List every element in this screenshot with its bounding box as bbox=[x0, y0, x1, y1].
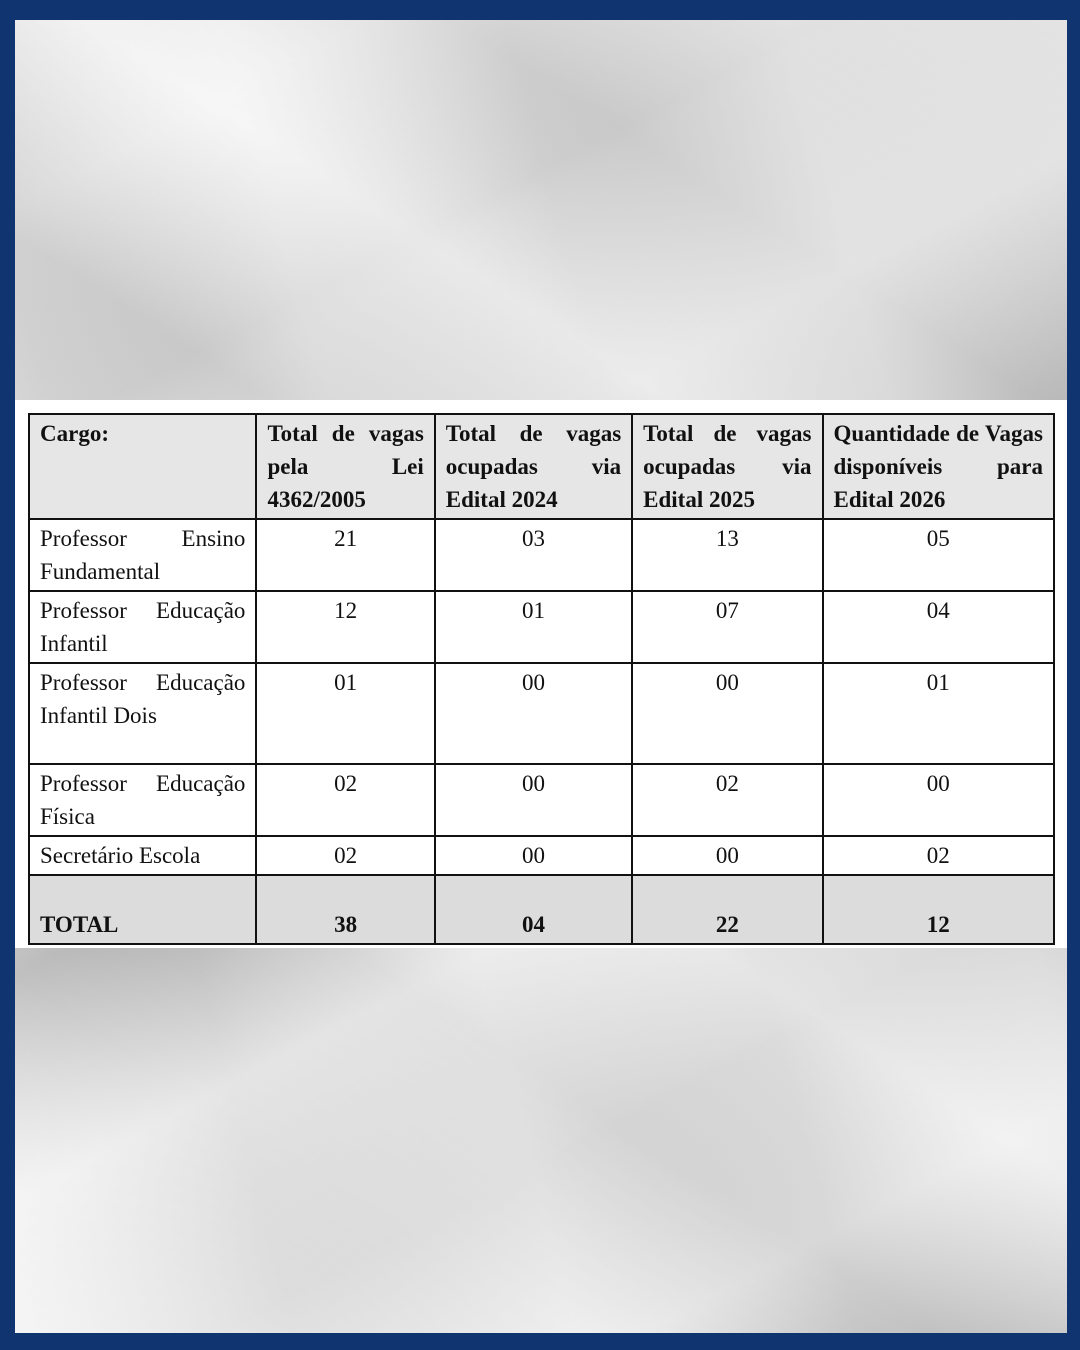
value-cell: 03 bbox=[435, 519, 632, 591]
value-cell: 21 bbox=[256, 519, 434, 591]
total-value: 38 bbox=[256, 875, 434, 944]
total-value: 12 bbox=[823, 875, 1054, 944]
cargo-cell: Professor Educação Infantil Dois bbox=[29, 663, 256, 764]
table-row bbox=[29, 519, 1054, 591]
value-cell: 07 bbox=[632, 591, 822, 663]
cargo-cell: Professor Ensino Fundamental bbox=[29, 519, 256, 591]
table-row bbox=[29, 836, 1054, 875]
value-cell: 00 bbox=[632, 836, 822, 875]
cargo-cell: Secretário Escola bbox=[29, 836, 256, 875]
value-cell: 01 bbox=[823, 663, 1054, 764]
table-row bbox=[29, 663, 1054, 764]
total-value: 22 bbox=[632, 875, 822, 944]
total-label: TOTAL bbox=[29, 875, 256, 944]
total-row bbox=[29, 875, 1054, 944]
value-cell: 00 bbox=[435, 764, 632, 836]
value-cell: 01 bbox=[435, 591, 632, 663]
table-sheet bbox=[15, 400, 1067, 948]
value-cell: 05 bbox=[823, 519, 1054, 591]
value-cell: 00 bbox=[435, 663, 632, 764]
vacancies-table bbox=[28, 413, 1055, 945]
value-cell: 02 bbox=[256, 764, 434, 836]
total-value: 04 bbox=[435, 875, 632, 944]
value-cell: 00 bbox=[435, 836, 632, 875]
table-row bbox=[29, 764, 1054, 836]
cargo-cell: Professor Educação Infantil bbox=[29, 591, 256, 663]
value-cell: 00 bbox=[823, 764, 1054, 836]
table-row bbox=[29, 591, 1054, 663]
value-cell: 01 bbox=[256, 663, 434, 764]
value-cell: 00 bbox=[632, 663, 822, 764]
value-cell: 04 bbox=[823, 591, 1054, 663]
header-disponiveis-2026: Quantidade de Vagas disponíveis para Edital 2026 bbox=[823, 414, 1054, 519]
header-cargo: Cargo: bbox=[29, 414, 256, 519]
value-cell: 02 bbox=[632, 764, 822, 836]
value-cell: 12 bbox=[256, 591, 434, 663]
value-cell: 13 bbox=[632, 519, 822, 591]
header-ocupadas-2024: Total de vagas ocupadas via Edital 2024 bbox=[435, 414, 632, 519]
value-cell: 02 bbox=[823, 836, 1054, 875]
table-header-row bbox=[29, 414, 1054, 519]
header-total-lei: Total de vagas pela Lei 4362/2005 bbox=[256, 414, 434, 519]
header-ocupadas-2025: Total de vagas ocupadas via Edital 2025 bbox=[632, 414, 822, 519]
value-cell: 02 bbox=[256, 836, 434, 875]
cargo-cell: Professor Educação Física bbox=[29, 764, 256, 836]
